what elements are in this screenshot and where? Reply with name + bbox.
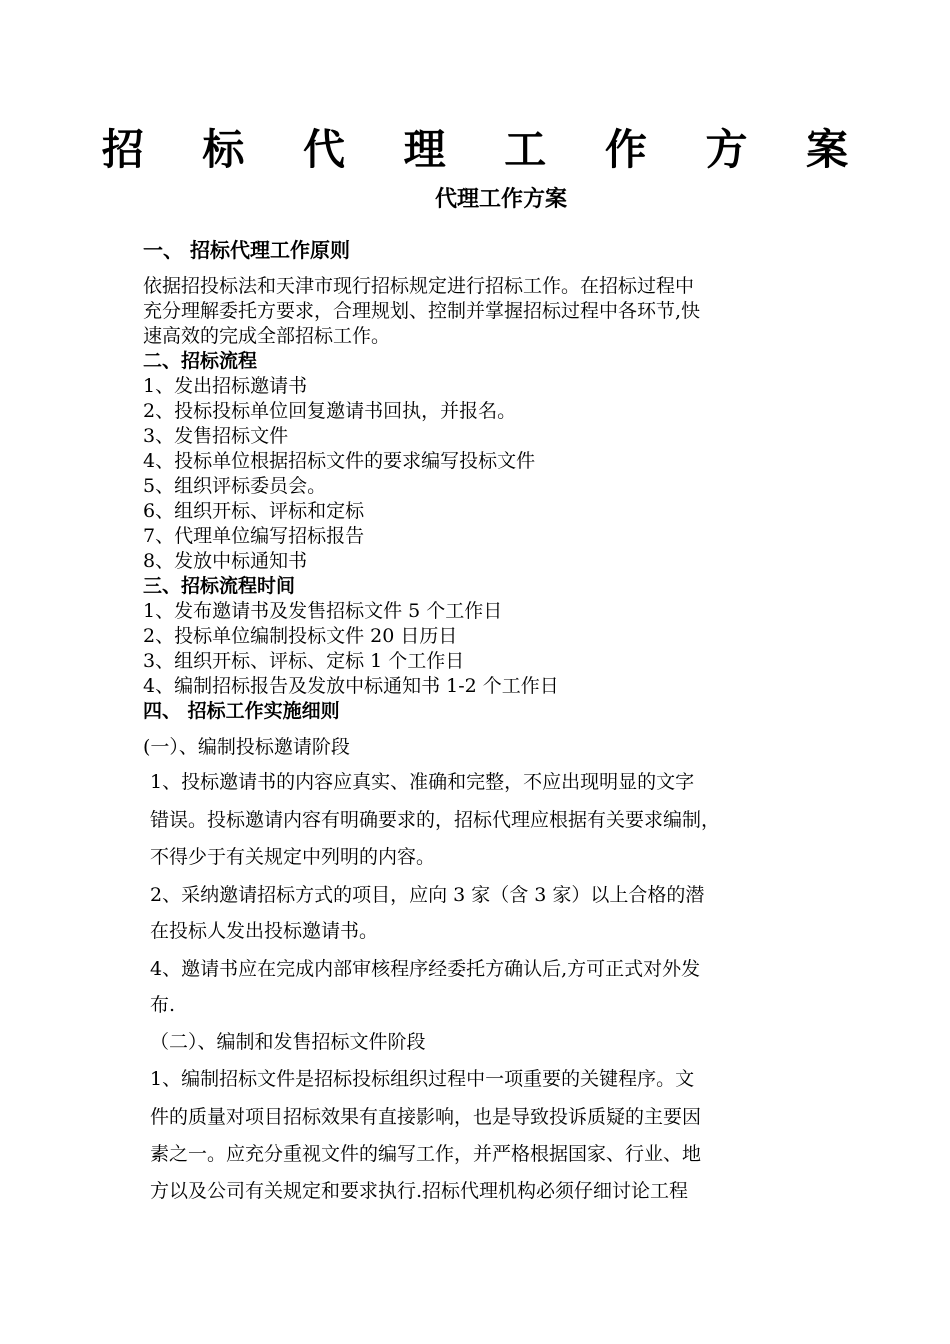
section1-paragraph-line: 速高效的完成全部招标工作。 <box>143 325 391 347</box>
stage1-line: 布. <box>150 994 176 1016</box>
stage2-line: 方以及公司有关规定和要求执行.招标代理机构必须仔细讨论工程 <box>150 1180 689 1202</box>
section2-item: 8、发放中标通知书 <box>143 550 308 572</box>
section1-paragraph-line: 充分理解委托方要求，合理规划、控制并掌握招标过程中各环节,快 <box>143 300 701 322</box>
section2-item: 7、代理单位编写招标报告 <box>143 525 365 547</box>
section2-item: 2、投标投标单位回复邀请书回执，并报名。 <box>143 400 517 422</box>
section3-item: 4、编制招标报告及发放中标通知书 1-2 个工作日 <box>143 675 559 697</box>
section2-item: 6、组织开标、评标和定标 <box>143 500 365 522</box>
stage1-line: 错误。投标邀请内容有明确要求的，招标代理应根据有关要求编制， <box>150 809 721 831</box>
section2-heading: 二、招标流程 <box>143 350 258 372</box>
section3-item: 3、组织开标、评标、定标 1 个工作日 <box>143 650 465 672</box>
stage2-line: 素之一。应充分重视文件的编写工作，并严格根据国家、行业、地 <box>150 1143 702 1165</box>
stage1-line: 在投标人发出投标邀请书。 <box>150 920 379 942</box>
section4-heading: 四、 招标工作实施细则 <box>143 700 340 722</box>
section3-item: 1、发布邀请书及发售招标文件 5 个工作日 <box>143 600 503 622</box>
section1-heading: 一、 招标代理工作原则 <box>143 238 350 262</box>
stage1-line: 1、投标邀请书的内容应真实、准确和完整，不应出现明显的文字 <box>150 771 695 793</box>
stage1-line: 2、采纳邀请招标方式的项目，应向 3 家（含 3 家）以上合格的潜 <box>150 884 705 906</box>
stage2-heading: （二）、编制和发售招标文件阶段 <box>150 1031 426 1053</box>
section2-item: 4、投标单位根据招标文件的要求编写投标文件 <box>143 450 536 472</box>
stage1-line: 不得少于有关规定中列明的内容。 <box>150 846 436 868</box>
section3-item: 2、投标单位编制投标文件 20 日历日 <box>143 625 458 647</box>
section2-item: 3、发售招标文件 <box>143 425 289 447</box>
stage1-line: 4、邀请书应在完成内部审核程序经委托方确认后,方可正式对外发 <box>150 958 701 980</box>
stage1-heading: (一）、编制投标邀请阶段 <box>143 736 350 758</box>
stage2-line: 件的质量对项目招标效果有直接影响，也是导致投诉质疑的主要因 <box>150 1106 702 1128</box>
stage2-line: 1、编制招标文件是招标投标组织过程中一项重要的关键程序。文 <box>150 1068 695 1090</box>
document-subtitle: 代理工作方案 <box>435 186 568 212</box>
section2-item: 1、发出招标邀请书 <box>143 375 308 397</box>
section1-paragraph-line: 依据招投标法和天津市现行招标规定进行招标工作。在招标过程中 <box>143 275 695 297</box>
document-title: 招 标 代 理 工 作 方 案 <box>101 125 871 174</box>
section3-heading: 三、招标流程时间 <box>143 575 296 597</box>
section2-item: 5、组织评标委员会。 <box>143 475 327 497</box>
